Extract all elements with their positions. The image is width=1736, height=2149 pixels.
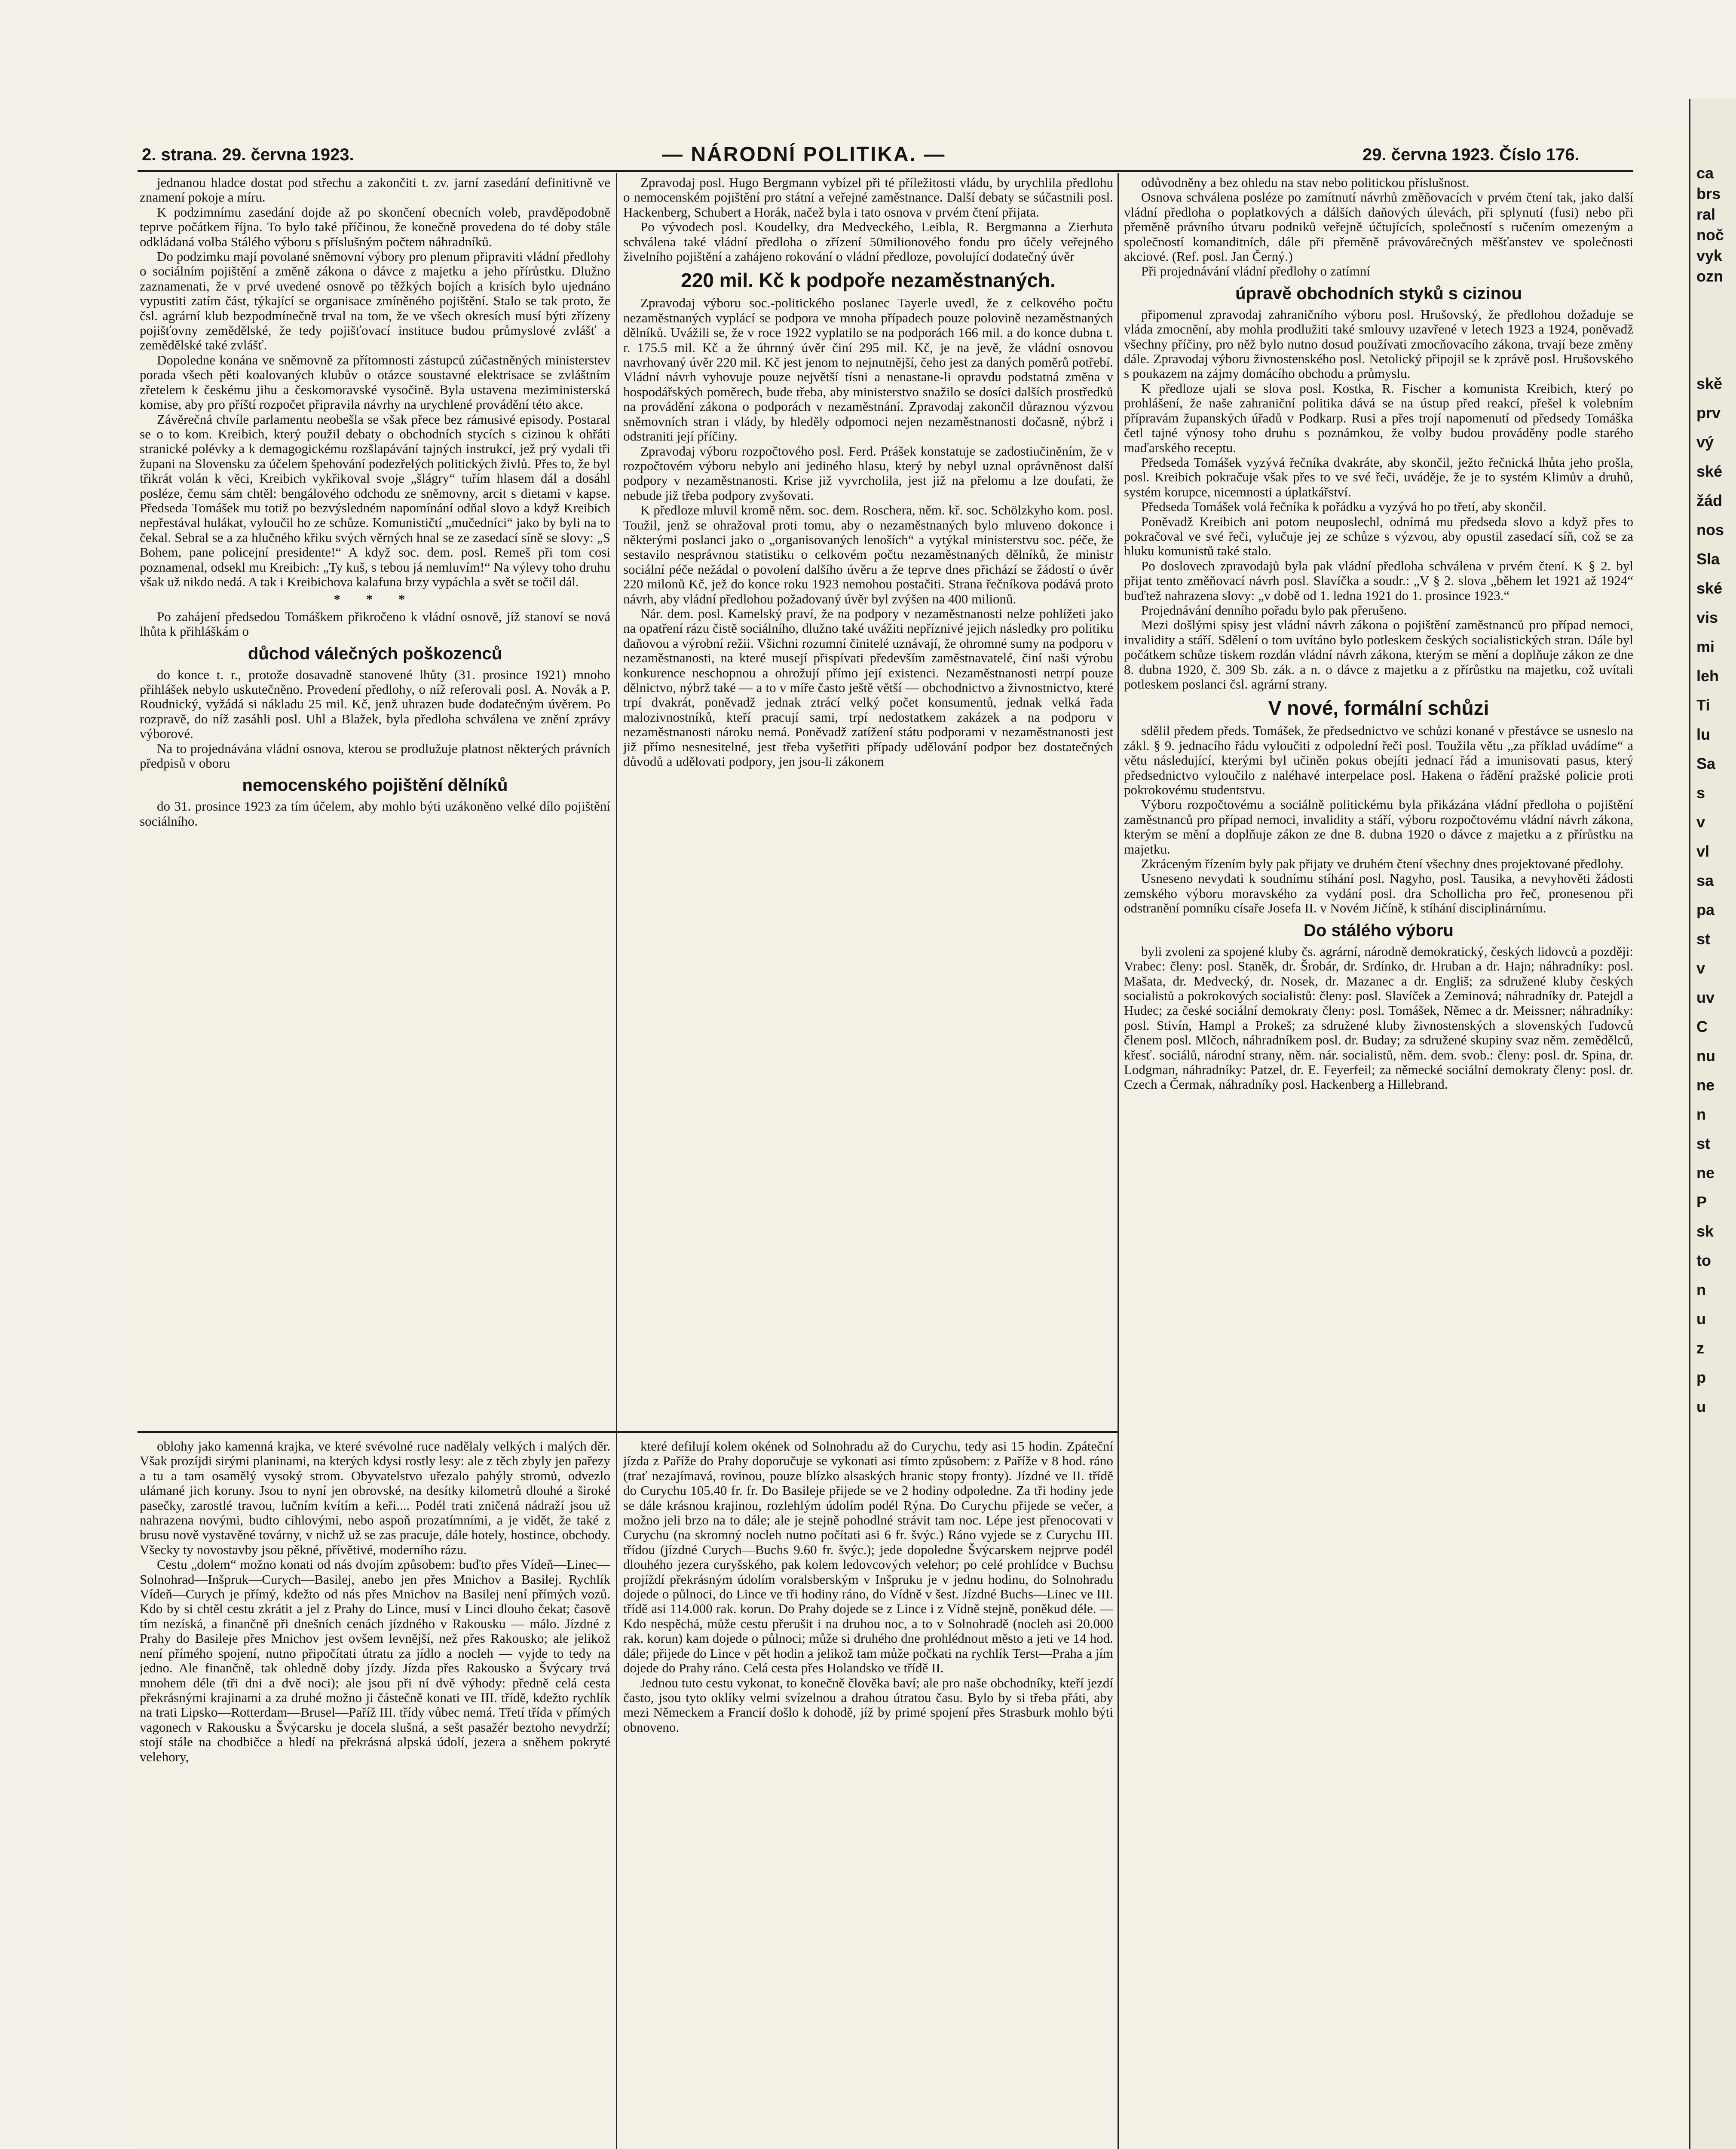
column-rule-1 xyxy=(616,173,617,2149)
paragraph: K předloze ujali se slova posl. Kostka, R. Fischer a komunista Kreibich, který po prohlášení, že naše zahraniční politika dává se na ústup před reakcí, přešel k volebním přípravám županských úřadů v Podkarp. Rusi a přes trojí napomenutí od předsedy Tomáška četl tajné výnosy toho druhu s poznámkou, že volby budou prováděny podle starého maďarského receptu. xyxy=(1124,380,1633,455)
paragraph: do konce t. r., protože dosavadně stanovené lhůty (31. prosince 1921) mnoho přihlášek nebylo uskutečněno. Provedení předlohy, o níž referovali posl. A. Novák a P. Roudnický, vyžádá si nákladu 25 mil. Kč, jenž uhrazen bude dodatečným úvěrem. Po rozpravě, do níž zasáhli posl. Uhl a Blažek, byla předloha schválena ve znění zprávy výborové. xyxy=(140,667,610,741)
edge-fragment: uv xyxy=(1696,989,1715,1006)
edge-fragment: vis xyxy=(1696,609,1718,626)
edge-fragment: mi xyxy=(1696,638,1715,655)
paragraph: Dopoledne konána ve sněmovně za přítomnosti zástupců zúčastněných ministerstev porada všech pěti koalovaných klubův o otázce soustavné elektrisace se zvláštním zřetelem k českému jihu a českomoravské vysočině. Byla ustavena meziministerská komise, aby pro příští rozpočet připravila návrhy na urychlené provádění této akce. xyxy=(140,352,610,412)
paragraph: Zpravodaj výboru rozpočtového posl. Ferd. Prášek konstatuje se zadostiučiněním, že v rozpočtovém výboru nebylo ani jediného hlasu, který by nebyl uznal oprávněnost další podpory v nezaměstnanosti. Krise již vyvrcholila, jest již na přelomu a lze doufati, že nebude již třeba podpory zvyšovati. xyxy=(623,443,1113,503)
edge-fragment: ca xyxy=(1696,164,1714,182)
edge-fragment: sk xyxy=(1696,1222,1714,1240)
edge-fragment: ozn xyxy=(1696,267,1723,285)
edge-fragment: vý xyxy=(1696,433,1714,451)
edge-fragment: v xyxy=(1696,813,1705,831)
paragraph: Na to projednávána vládní osnova, kterou se prodlužuje platnost některých právních předpisů v oboru xyxy=(140,741,610,771)
edge-fragment: u xyxy=(1696,1310,1706,1328)
edge-fragment: z xyxy=(1696,1339,1704,1357)
header-right: 29. června 1923. Číslo 176. xyxy=(1362,145,1580,164)
paragraph: Usneseno nevydati k soudnímu stíhání posl. Nagyho, posl. Tausika, a nevyhověti žádosti zemského výboru moravského za vydání posl. dra Schollicha pro řeč, pronesenou při odstranění pomníku císaře Josefa II. v Novém Jičíně, k stíhání disciplinárnímu. xyxy=(1124,871,1633,916)
paragraph: Závěrečná chvíle parlamentu neobešla se však přece bez rámusivé episody. Postaral se o to kom. Kreibich, který použil debaty o obchodních stycích s cizinou k ohřáti stranické polévky a k demagogickému rozšlapávání tajných instrukcí, jež prý vydali tři župani na Slovensku za účelem špehování podezřelých politických živlů. Přes to, že byl třikrát volán k věci, Kreibich vykřikoval svoje „šlágry“ tuřím hlasem dál a dosáhl posléze, čemu sám chtěl: bengálového odchodu ze sněmovny, arcit s dietami v kapse. Předseda Tomášek mu totiž po bezvýsledném napomínání odňal slovo a když Kreibich nepřestával hulákat, vyloučil ho ze schůze. Komunističtí „mučedníci“ jako by byli na to čekal. Sebral se a za hlučného křiku svých věrných hnal se ze zasedací síně se slovy: „S Bohem, pane policejní presidente!“ A když soc. dem. posl. Remeš při tom cosi poznamenal, odsekl mu Kreibich: „Ty kuš, s tebou já nemluvím!“ Na výlevy toho druhu však už nikdo nedá. A tak i Kreibichova kalafuna brzy vypáchla a svět se točil dál. xyxy=(140,411,610,589)
edge-fragment: skě xyxy=(1696,375,1723,392)
paragraph: jednanou hladce dostat pod střechu a zakončiti t. zv. jarní zasedání definitivně ve znamení pokoje a míru. xyxy=(140,175,610,205)
edge-fragment: ne xyxy=(1696,1164,1715,1182)
paragraph: Osnova schválena posléze po zamítnutí návrhů změňovacích v prvém čtení tak, jako další vládní předloha o poplatkových a dálších daňových úlevách, při splynutí (fusi) nebo při přeměně právního útvaru podniků veřejně účtujících, společností s ručením omezeným a společností komanditních, dále při přeměně právovárečných měšťanstev ve společnosti akciové. (Ref. posl. Jan Černý.) xyxy=(1124,190,1633,264)
edge-fragment: P xyxy=(1696,1193,1707,1211)
paragraph: oblohy jako kamenná krajka, ve které svévolné ruce nadělaly velkých i malých děr. Však prozíjdi sirými planinami, na kterých kdysi rostly lesy: ale z těch zbyly jen pařezy a tu a tam osamělý vysoký strom. Obyvatelstvo uřezalo pahýly stromů, odvezlo ulámané jich koruny. Jsou to nyní jen obrovské, na desítky kilometrů dlouhé a široké pasečky, zarostlé travou, lučním kvítím a keři.... Podél trati zničená nádraží jsou už nahrazena novými, budto cihlovými, nebo aspoň prozatímními, a je vidět, že také z brusu nově vystavěné továrny, v nichž už se zas pracuje, dále hotely, hostince, obchody. Všecky ty novostavby jsou pěkné, přívětivé, moderního rázu. xyxy=(140,1439,610,1557)
edge-fragment: s xyxy=(1696,784,1705,802)
paragraph: připomenul zpravodaj zahraničního výboru posl. Hrušovský, že předlohou dožaduje se vláda zmocnění, aby mohla prodlužiti také smlouvy uzavřené v letech 1923 a 1924, poněvadž všechny příčiny, pro něž bylo nutno dosud používati zmocňovacího zákona, trvají beze změny dále. Zpravodaj výboru živnostenského posl. Netolický připojil se k zprávě posl. Hrušovského s poukazem na zájmy domácího obchodu a průmyslu. xyxy=(1124,306,1633,381)
section-heading: V nové, formální schůzi xyxy=(1268,697,1489,719)
edge-fragment: ral xyxy=(1696,205,1716,223)
paragraph: Zpravodaj posl. Hugo Bergmann vybízel při té příležitosti vládu, by urychlila předlohu o nemocenském pojištění pro státní a veřejné zaměstnance. Další debaty se súčastnili posl. Hackenberg, Schubert a Horák, načež byla i tato osnova v prvém čtení přijata. xyxy=(623,175,1113,220)
header-left: 2. strana. 29. června 1923. xyxy=(142,145,354,164)
column-3 xyxy=(1124,175,1633,2149)
masthead-title: — NÁRODNÍ POLITIKA. — xyxy=(662,143,946,166)
paragraph: Mezi došlými spisy jest vládní návrh zákona o pojištění zaměstnanců pro případ nemoci, invalidity a stáří. Sdělení o tom uvítáno bylo potleskem českých socialistických stran. Dále byl počátkem schůze tiskem rozdán vládní návrh zákona, kterým se mění a doplňuje zákon ze dne 8. dubna 1920, č. 309 Sb. zák. a n. o dávce z majetku a z přírůstku na majetku, což uvítali potleskem poslanci čsl. agrární strany. xyxy=(1124,617,1633,692)
edge-fragment: ne xyxy=(1696,1076,1715,1094)
edge-fragment: vyk xyxy=(1696,247,1723,264)
edge-fragment: prv xyxy=(1696,404,1721,422)
paragraph: Při projednávání vládní předlohy o zatímní xyxy=(1141,263,1370,279)
edge-fragment: st xyxy=(1696,1135,1711,1152)
paragraph: Jednou tuto cestu vykonat, to konečně člověka baví; ale pro naše obchodníky, kteří jezdí často, jsou tyto oklíky velmi svízelnou a drahou útratou času. Bylo by si třeba přáti, aby mezi Německem a Francií došlo k dohodě, jíž by primé spojení přes Strasburk mohlo býti obnoveno. xyxy=(623,1675,1113,1735)
edge-fragment: leh xyxy=(1696,667,1719,685)
feuilleton-column-1 xyxy=(140,1439,610,2149)
paragraph: Výboru rozpočtovému a sociálně politickému byla přikázána vládní předloha o pojištění zaměstnanců pro případ nemoci, invalidity a stáří, výboru rozpočtovému vládní návrh zákona, kterým se mění a doplňuje zákon ze dne 8. dubna 1920 o dávce z majetku a z přírůstku na majetku. xyxy=(1124,797,1633,857)
paragraph: Do podzimku mají povolané sněmovní výbory pro plenum připraviti vládní předlohy o sociálním pojištění a změně zákona o dávce z majetku a jeho přírůstku. Dlužno zaznamenati, že v prvé uvedené osnově po těžkých bojích a krisích bylo ujednáno vypustiti zatím část, týkající se organisace zmíněného pojištění. Stalo se tak proto, že čsl. agrární klub bezpodmínečně trval na tom, že ve všech okresích musí býti zřízeny pojišťovny zemědělské, že tedy pojišťovací instituce budou průmyslové zvlášť a zemědělské také zvlášť. xyxy=(140,249,610,353)
edge-fragment: n xyxy=(1696,1281,1706,1298)
column-2 xyxy=(623,175,1113,1426)
paragraph: Cestu „dolem“ možno konati od nás dvojím způsobem: buďto přes Vídeň—Linec—Solnohrad—Inšpruk—Curych—Basilej, anebo jen přes Mnichov a Basilej. Rychlík Vídeň—Curych je přímý, kdežto od nás přes Mnichov na Basilej není přímých vozů. Kdo by si chtěl cestu zkrátit a jel z Prahy do Lince, musí v Linci dlouho čekat; časově tím nezíská, a finančně při dnešních cenách jízdného v Rakousku — málo. Jízdné z Prahy do Basileje přes Mnichov jest ovšem levnější, než přes Rakousko; ale jelikož není přímého spojení, nutno připočítati útratu za jídlo a nocleh — vyjde to tedy na jedno. Ale finančně, tak ohledně doby jízdy. Jízda přes Rakousko a Švýcary trvá mnohem déle (tři dni a dvě noci); ale jsou při ní dvě výhody: předně celá cesta překrásnými krajinami a za druhé možno ji částečně konati ve III. třídě, kdežto rychlík na trati Lipsko—Rotterdam—Brusel—Paříž III. třídy vůbec nemá. Třetí třída v přímých vagonech v Rakousku a Švýcarsku je docela slušná, a sešt pasažér beztoho nevydrží; stojí stále na chodbičce a hledí na překrásná alpská údolí, jezera a sněhem pokryté velehory, xyxy=(140,1557,610,1764)
paragraph: Po vývodech posl. Koudelky, dra Medveckého, Leibla, R. Bergmanna a Zierhuta schválena také vládní předloha o zřízení 50milionového fondu pro účely veřejného živelního pojištění a zahájeno rokování o vládní předloze, povolující dodatečný úvěr xyxy=(623,219,1113,264)
paragraph: odůvodněny a bez ohledu na stav nebo politickou příslušnost. xyxy=(1141,175,1470,190)
paragraph: Zpravodaj výboru soc.-politického poslanec Tayerle uvedl, že z celkového počtu nezaměstnaných vyplácí se podpora ve mnoha případech pouze polovině nezaměstnaných dělníků. Uvážili se, že v roce 1922 vyplatilo se na podporách 166 mil. a do konce dubna t. r. 175.5 mil. Kč a že úhrnný úvěr činí 295 mil. Kč, je na jevě, že vládní osnovou navrhovaný úvěr 220 mil. Kč jest jenom to nejnutnější, čeho jest za daných poměrů potřebí. Vládní návrh vyhovuje pouze největší tísni a nenastane-li opravdu podstatná změna v hospodářských poměrech, bude třeba, aby ministerstvo snažilo se dosíci dalších prostředků na provádění zákona o podporách v nezaměstnání. Zpravodaj zakončil důraznou výzvou sněmovních stran i vlády, by hleděly odpomoci nejen nezaměstnanosti dočasně, nýbrž i odstraniti její příčiny. xyxy=(623,295,1113,444)
paragraph: Předseda Tomášek volá řečníka k pořádku a vyzývá ho po třetí, aby skončil. xyxy=(1141,499,1546,514)
column-rule-2 xyxy=(1118,173,1119,2149)
feuilleton-rule xyxy=(138,1431,1118,1433)
section-divider: * * * xyxy=(334,591,416,607)
section-heading: Do stálého výboru xyxy=(1304,921,1454,940)
edge-fragment: p xyxy=(1696,1368,1706,1386)
edge-fragment: Sa xyxy=(1696,755,1716,772)
paragraph: Po doslovech zpravodajů byla pak vládní předloha schválena v prvém čtení. K § 2. byl přijat tento změňovací návrh posl. Slavíčka a soudr.: „V § 2. slova „během let 1921 až 1924“ buďtež nahrazena slovy: „v době od 1. ledna 1921 do 1. prosince 1923.“ xyxy=(1124,558,1633,603)
paragraph: sdělil předem předs. Tomášek, že předsednictvo ve schůzi konané v přestávce se usneslo na zákl. § 9. jednacího řádu vyloučiti z odpolední řeči posl. Toužila větu „za příklad uvádíme“ a větu následující, kterými byl učiněn pokus obejíti jednací řád a imunisovati pasus, který předsednictvo vyloučilo z naléhavé interpelace posl. Hakena o řádění pražské policie proti pokrokovému studentstvu. xyxy=(1124,723,1633,798)
edge-fragment: Sla xyxy=(1696,550,1720,568)
edge-fragment: u xyxy=(1696,1398,1706,1415)
edge-fragment: nu xyxy=(1696,1047,1715,1065)
edge-fragment: nos xyxy=(1696,521,1724,539)
edge-fragment: to xyxy=(1696,1252,1711,1269)
edge-fragment: v xyxy=(1696,959,1705,977)
edge-fragment: žád xyxy=(1696,492,1723,509)
edge-fragment: brs xyxy=(1696,185,1721,202)
edge-fragment: vl xyxy=(1696,842,1710,860)
paragraph: K předloze mluvil kromě něm. soc. dem. Roschera, něm. kř. soc. Schölzkyho kom. posl. Toužil, jenž se ohražoval proti tomu, aby o nezaměstnaných bylo mluveno dokonce i některými poslanci jako o „organisovaných lenoších“ a vytýkal ministerstvu soc. péče, že sestavilo nesprávnou statistiku o celkovém počtu nezaměstnaných dělníků, že ministr sociální péče nežádal o povolení dalšího úvěru a že teprve dnes přichází se žádostí o úvěr 220 milonů Kč, jež do konce roku 1923 nemohou postačiti. Strana řečníkova podává proto návrh, aby vládní předlohou požadovaný úvěr byl zvýšen na 400 milionů. xyxy=(623,502,1113,606)
edge-fragment: noč xyxy=(1696,226,1724,244)
paragraph: Projednávání denního pořadu bylo pak přerušeno. xyxy=(1141,602,1407,618)
section-heading: důchod válečných poškozenců xyxy=(248,644,502,663)
edge-fragment: st xyxy=(1696,930,1711,948)
edge-fragment: lu xyxy=(1696,726,1710,743)
edge-fragment: n xyxy=(1696,1105,1706,1123)
column-1 xyxy=(140,175,610,1426)
paragraph: Poněvadž Kreibich ani potom neuposlechl, odnímá mu předseda slovo a když přes to pokračoval ve své řeči, vylučuje jej ze schůze s výzvou, aby opustil zasedací síň, což se za hluku komunistů také stalo. xyxy=(1124,514,1633,559)
edge-fragment: Ti xyxy=(1696,696,1710,714)
paragraph: Po zahájení předsedou Tomáškem přikročeno k vládní osnově, jíž stanoví se nová lhůta k přihláškám o xyxy=(140,609,610,639)
adjacent-page-edge xyxy=(1689,99,1736,2149)
paragraph: které defilují kolem okének od Solnohradu až do Curychu, tedy asi 15 hodin. Zpáteční jízda z Paříže do Prahy doporučuje se vykonati asi tímto způsobem: z Paříže v 8 hod. ráno (trať nezajímavá, rovinou, pouze blízko alsaských hranic stopy fronty). Jízdné ve II. třídě do Curychu 105.40 fr. fr. Do Basileje přijede se ve 2 hodiny odpoledne. Za tři hodiny jede se dále krásnou krajinou, rozlehlým údolím podél Rýna. Do Curychu přijede se večer, a možno jeli brzo na to dále; ale je stejně pohodlné strávit tam noc. Lépe jest přenocovati v Curychu (na skromný nocleh nutno počítati asi 6 fr. švýc.) Ráno vyjede se z Curychu III. třídou (jízdné Curych—Buchs 9.60 fr. švýc.); jede dopoledne Švýcarskem nejprve podél dlouhého jezera curyšského, pak kolem ledovcových velehor; po celé prohlídce v Buchsu projíždí překrásným údolím voralsberským v Inšpruku je v jednu hodinu, do Solnohradu dojede o půlnoci, do Lince ve tři hodiny ráno, do Vídně v šest. Jízdné Buchs—Linec ve III. třídě asi 114.000 rak. korun. Do Prahy dojede se z Lince i z Vídně stejně, poněkud déle. — Kdo nespěchá, může cestu přerušit i na druhou noc, a to v Solnohradě (nocleh asi 20.000 rak. korun) kam dojede o půlnoci; může si druhého dne prohlédnout město a jeti ve 14 hod. dále; přijede do Lince v pět hodin a jelikož tam může počkati na rychlík Terst—Praha a jím dojede do Prahy ráno. Celá cesta přes Holandsko ve třídě II. xyxy=(623,1439,1113,1676)
section-heading: úpravě obchodních styků s cizinou xyxy=(1235,284,1522,303)
paragraph: Nár. dem. posl. Kamelský praví, že na podpory v nezaměstnanosti nelze pohlížeti jako na opatření rázu čistě sociálního, dlužno také uvážiti nepříznivé jejich následky pro politiku daňovou a výrobní režii. Všichni rozumní činitelé uznávají, že ohromné sumy na podporu v nezaměstnanosti, na které musejí přispívati především zaměstnavatelé, činí naši výrobu konkurence neschopnou a ohrožují přímo její existenci. Nezaměstnanosti netrpí pouze dělnictvo, nýbrž také — a to v míře často ještě větší — obchodnictvo a živnostnictvo, které trpí dvakrát, poněvadž jednak ztrácí velký počet konsumentů, jednak velká řada malozivnostníků, kteří pracují sami, trpí nedostatkem zakázek a na podporu v nezaměstnanosti nároku nemá. Poněvadž zatížení státu podporami v nezaměstnanosti jest již přímo nesnesitelné, jest třeba vyšetřiti případy udělování podpor bez dostatečných důvodů a udělovati podpory, jen jsou-li zákonem xyxy=(623,606,1113,769)
edge-fragment: pa xyxy=(1696,901,1715,918)
paragraph: Předseda Tomášek vyzývá řečníka dvakráte, aby skončil, ježto řečnická lhůta jeho prošla, posl. Kreibich pokračuje však přes to ve své řeči, uváděje, že je to systém Klimův a druhů, systém korupce, nicemnosti a úplatkářství. xyxy=(1124,454,1633,499)
edge-fragment: ské xyxy=(1696,462,1723,480)
feuilleton-column-2 xyxy=(623,1439,1113,2149)
paragraph: byli zvoleni za spojené kluby čs. agrární, národně demokratický, českých lidovců a později: Vrabec: členy: posl. Staněk, dr. Šrobár, dr. Srdínko, dr. Hruban a dr. Hajn; náhradníky: posl. Mašata, dr. Medvecký, dr. Nosek, dr. Mazanec a dr. Engliš; za sdružené kluby českých socialistů a pokrokových socialistů: členy: posl. Slavíček a Zeminová; náhradníky dr. Patejdl a Hudec; za české sociální demokraty členy: posl. Tomášek, Němec a dr. Meissner; náhradníky: posl. Stivín, Hampl a Prokeš; za sdružené kluby živnostenských a slovenských ľudovců členem posl. Mlčoch, náhradníkem posl. dr. Buday; za sdružené skupiny svaz něm. zemědělců, křesť. sociálů, národní strany, něm. nár. socialistů, něm. dem. svob.: členy: posl. dr. Spina, dr. Lodgman, náhradníky: Patzel, dr. E. Feyerfeil; za německé sociální demokraty členy: posl. dr. Czech a Čermak, náhradníky posl. Hackenberg a Hillebrand. xyxy=(1124,943,1633,1092)
edge-fragment: sa xyxy=(1696,872,1714,889)
section-heading: nemocenského pojištění dělníků xyxy=(242,776,508,795)
paragraph: do 31. prosince 1923 za tím účelem, aby mohlo býti uzákoněno velké dílo pojištění sociálního. xyxy=(140,799,610,829)
edge-fragment: ské xyxy=(1696,579,1723,597)
header-rule xyxy=(138,170,1633,172)
paragraph: Zkráceným řízením byly pak přijaty ve druhém čtení všechny dnes projektované předlohy. xyxy=(1141,856,1624,872)
edge-fragment: C xyxy=(1696,1018,1708,1035)
paragraph: K podzimnímu zasedání dojde až po skončení obecních voleb, pravděpodobně teprve počátkem října. To bylo také příčinou, že konečně provedena do té doby stále odkládaná volba Stálého výboru s příslušným počtem náhradníků. xyxy=(140,204,610,249)
section-heading: 220 mil. Kč k podpoře nezaměstnaných. xyxy=(681,269,1056,292)
